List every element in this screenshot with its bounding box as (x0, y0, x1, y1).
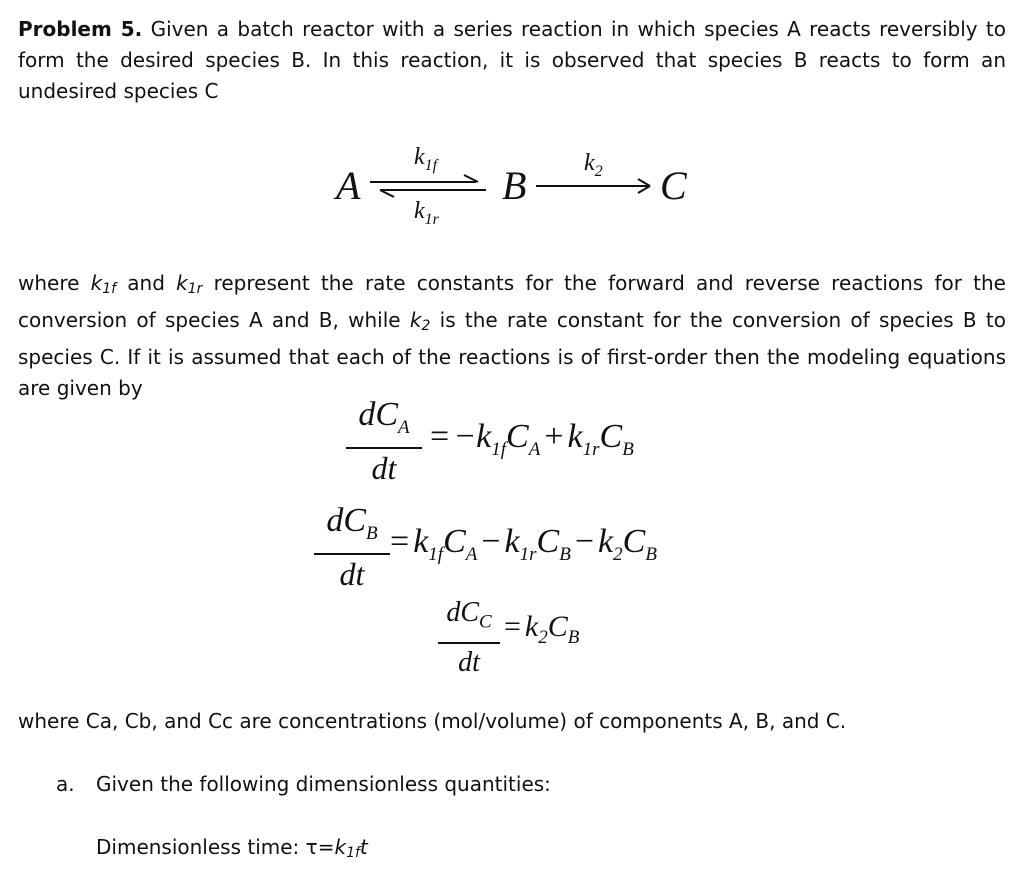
k2-label: $k_2$ (584, 150, 603, 180)
equation-1-fraction: $dC_A$ dt (346, 396, 422, 487)
dimensionless-time: Dimensionless time: $\tau=k_{1f}t$ (96, 835, 368, 861)
problem-intro: Given a batch reactor with a series reaction in which species A reacts reversibly to form the desired species B. In this reaction, it is observed that species B reacts to form an undesired species C (18, 17, 1006, 103)
equation-2-rhs: = $k_{1f}C_A - k_{1r}C_B - k_2C_B$ (390, 523, 657, 565)
problem-statement (18, 14, 1006, 107)
equation-1-rhs: = $-k_{1f}C_A + k_{1r}C_B$ (430, 418, 634, 460)
species-c: C (660, 163, 687, 208)
k1f-label: $k_{1f}$ (414, 144, 438, 174)
equation-3-fraction: $dC_C$ dt (438, 594, 500, 682)
item-a-text: Given the following dimensionless quantities: (96, 772, 551, 796)
reaction-scheme (330, 140, 710, 240)
species-b: B (502, 163, 527, 208)
equation-2-fraction: $dC_B$ dt (314, 502, 390, 593)
k1r-label: $k_{1r}$ (414, 198, 439, 228)
species-a: A (336, 163, 361, 208)
equation-3-rhs: = $k_2C_B$ (504, 610, 580, 648)
concentrations-text: where Ca, Cb, and Cc are concentrations (mol/volume) of components A, B, and C. (18, 709, 847, 733)
item-a-marker: a. (56, 772, 75, 796)
problem-label: Problem 5. (18, 17, 143, 41)
description-paragraph: where $k_{1f}$ and $k_{1r}$ represent the rate constants for the forward and reverse reactions for the conversion of species A and B, while $k_2$ is the rate constant for the conversion of species B to species C. If it is assumed that each of the reactions is of first-order then the modeling equations are given by (18, 271, 1006, 400)
forward-arrow-icon (534, 178, 654, 198)
